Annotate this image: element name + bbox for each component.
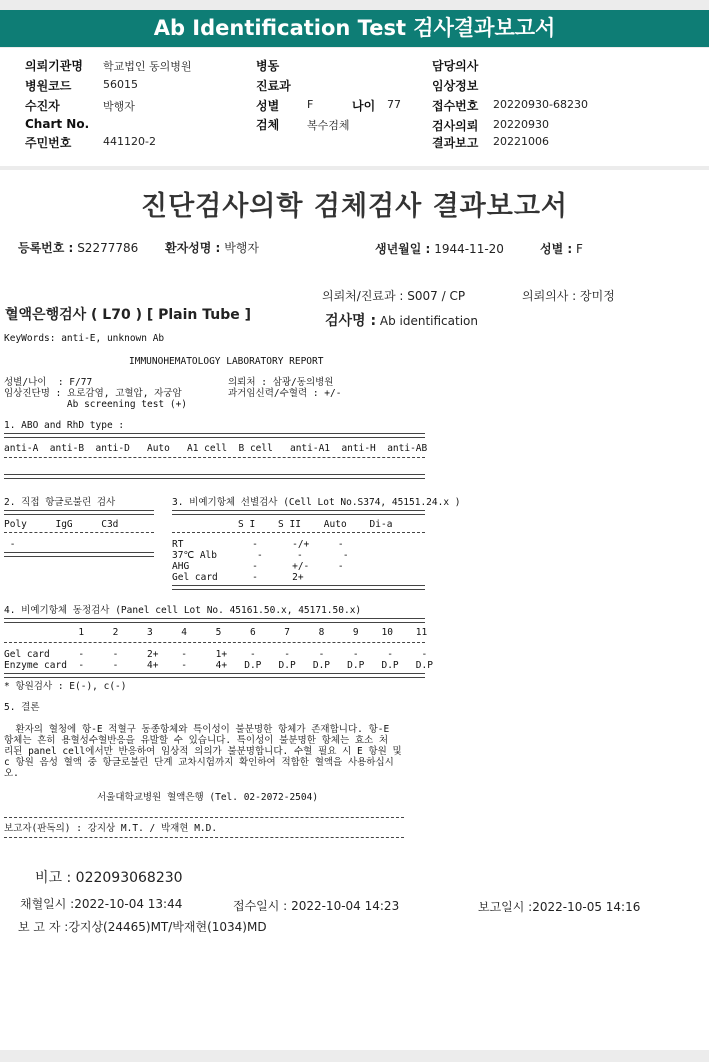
test-name-value: Ab identification (379, 314, 478, 328)
divider (4, 552, 154, 557)
divider (4, 837, 404, 838)
test-name-label: 검사명 : (325, 313, 377, 329)
specimen-value: 복수검체 (307, 119, 350, 132)
ab-screening-line: Ab screening test (+) (4, 399, 188, 410)
panel-headers: 1 2 3 4 5 6 7 8 9 10 11 (4, 627, 428, 638)
sex-field (540, 240, 583, 257)
reg-no-label: 등록번호 : (18, 241, 74, 255)
resident-id-value: 441120-2 (103, 135, 156, 148)
blood-bank-line: 서울대학교병원 혈액은행 (Tel. 02-2072-2504) (97, 792, 319, 803)
conclusion-line: 리된 panel cell에서만 반응하여 임상적 의의가 불분명합니다. 수혈 필요 시 E 항원 및 (4, 746, 402, 757)
hospital-code-label: 병원코드 (25, 79, 72, 93)
conclusion-line: 환자의 혈청에 항-E 적혈구 동종항체와 특이성이 불분명한 항체가 존재합니다. 항-E (4, 724, 390, 735)
screening-row-ahg: AHG - +/- - (172, 561, 344, 572)
sex-value: F (307, 98, 314, 111)
patient-value: 박행자 (103, 100, 135, 113)
reporter-value: 강지상(24465)MT/박재현(1034)MD (68, 920, 267, 934)
screening-headers: S I S II Auto Di-a (238, 519, 393, 530)
history-line: 과거임신력/수혈력 : +/- (228, 388, 342, 399)
dob-label: 생년월일 : (375, 242, 431, 256)
header-info-panel (0, 48, 709, 166)
report-time-label: 보고일시 : (478, 900, 533, 914)
reg-no-field (18, 239, 138, 256)
note-field (35, 867, 183, 887)
patient-name-field (165, 239, 259, 256)
receipt-no-label: 접수번호 (432, 99, 479, 113)
dob-value: 1944-11-20 (434, 242, 504, 256)
dept-label: 진료과 (256, 79, 291, 93)
lab-report-title: IMMUNOHEMATOLOGY LABORATORY REPORT (129, 356, 324, 367)
section-3-title: 3. 비예기항체 선별검사 (Cell Lot No.S374, 45151.24.x ) (172, 497, 461, 508)
reporter-line: 보고자(판독의) : 강지상 M.T. / 박재현 M.D. (4, 823, 218, 834)
institution-label: 의뢰기관명 (25, 59, 83, 73)
divider (4, 673, 425, 678)
divider (4, 433, 425, 438)
screening-row-alb: 37℃ Alb - - - (172, 550, 349, 561)
report-time-value: 2022-10-05 14:16 (532, 900, 641, 914)
draw-time-field (20, 895, 182, 912)
blood-bank-test: 혈액은행검사 ( L70 ) [ Plain Tube ] (5, 307, 252, 323)
dat-value: - (4, 539, 16, 550)
screening-row-gel: Gel card - 2+ (172, 572, 304, 583)
draw-time-label: 채혈일시 : (20, 897, 75, 911)
divider (4, 457, 425, 458)
divider (4, 474, 425, 479)
chart-no-label: Chart No. (25, 117, 90, 131)
report-title: 진단검사의학 검체검사 결과보고서 (140, 191, 569, 222)
section-4-title: 4. 비예기항체 동정검사 (Panel cell Lot No. 45161.50.x, 45171.50.x) (4, 605, 362, 616)
section-5-title: 5. 결론 (4, 702, 40, 713)
keywords: KeyWords: anti-E, unknown Ab (4, 333, 165, 344)
panel-row-gel: Gel card - - 2+ - 1+ - - - - - - (4, 649, 428, 660)
resident-id-label: 주민번호 (25, 136, 72, 150)
divider (172, 585, 425, 590)
divider (172, 532, 425, 533)
divider (4, 817, 404, 818)
sex-report-value: F (576, 242, 583, 256)
divider (4, 642, 425, 643)
panel-row-enzyme: Enzyme card - - 4+ - 4+ D.P D.P D.P D.P D.P D.P (4, 660, 433, 671)
diagnosis-line: 임상진단명 : 요로감염, 고혈압, 자궁암 (4, 388, 182, 399)
request-date-label: 검사의뢰 (432, 119, 479, 133)
note-value: 022093068230 (75, 870, 183, 886)
referral-doctor: 의뢰의사 : 장미정 (522, 289, 615, 303)
referral-dept: 의뢰처/진료과 : S007 / CP (322, 289, 466, 303)
divider (4, 618, 425, 623)
divider (4, 510, 154, 515)
patient-label: 수진자 (25, 99, 60, 113)
referral-line: 의뢰처 : 삼광/동의병원 (228, 377, 334, 388)
report-document (0, 170, 709, 1050)
conclusion-line: 항체는 흔히 용혈성수혈반응을 유발할 수 있습니다. 특이성이 불분명한 항체는 효소 처 (4, 735, 389, 746)
report-time-field (478, 898, 640, 915)
dob-field (375, 240, 504, 257)
report-banner-title: Ab Identification Test 검사결과보고서 (0, 10, 709, 47)
institution-value: 학교법인 동의병원 (103, 60, 192, 73)
sex-label: 성별 (256, 99, 280, 113)
dat-headers: Poly IgG C3d (4, 519, 119, 530)
reg-no-value: S2277786 (77, 241, 139, 255)
report-date-value: 20221006 (493, 135, 549, 148)
reporter-field (18, 918, 267, 935)
sex-report-label: 성별 : (540, 242, 573, 256)
section-1-title: 1. ABO and RhD type : (4, 420, 125, 431)
conclusion-line: c 항원 음성 혈액 중 항글로불린 단계 교차시험까지 확인하여 적합한 혈액을 사용하십시 (4, 757, 394, 768)
hospital-code-value: 56015 (103, 78, 138, 91)
receive-time-label: 접수일시 : (233, 899, 288, 913)
request-date-value: 20220930 (493, 118, 549, 131)
section-2-title: 2. 직접 항글로불린 검사 (4, 497, 116, 508)
divider (4, 532, 154, 533)
abo-headers: anti-A anti-B anti-D Auto A1 cell B cell anti-A1 anti-H anti-AB (4, 443, 428, 454)
patient-name-label: 환자성명 : (165, 241, 221, 255)
doctor-label: 담당의사 (432, 59, 479, 73)
draw-time-value: 2022-10-04 13:44 (74, 897, 183, 911)
ward-label: 병동 (256, 59, 280, 73)
receive-time-value: 2022-10-04 14:23 (291, 899, 400, 913)
test-name-field (325, 310, 478, 330)
screening-row-rt: RT - -/+ - (172, 539, 344, 550)
divider (172, 510, 425, 515)
clinical-info-label: 임상정보 (432, 79, 479, 93)
receipt-no-value: 20220930-68230 (493, 98, 588, 111)
antigen-line: * 항원검사 : E(-), c(-) (4, 681, 127, 692)
age-label: 나이 (352, 99, 376, 113)
note-label: 비고 : (35, 870, 72, 886)
patient-name-value: 박행자 (224, 241, 259, 255)
receive-time-field (233, 897, 399, 914)
report-date-label: 결과보고 (432, 136, 479, 150)
age-value: 77 (387, 98, 401, 111)
conclusion-line: 오. (4, 768, 19, 779)
reporter-label: 보 고 자 : (18, 920, 69, 934)
specimen-label: 검체 (256, 118, 280, 132)
sex-age-line: 성별/나이 : F/77 (4, 377, 93, 388)
